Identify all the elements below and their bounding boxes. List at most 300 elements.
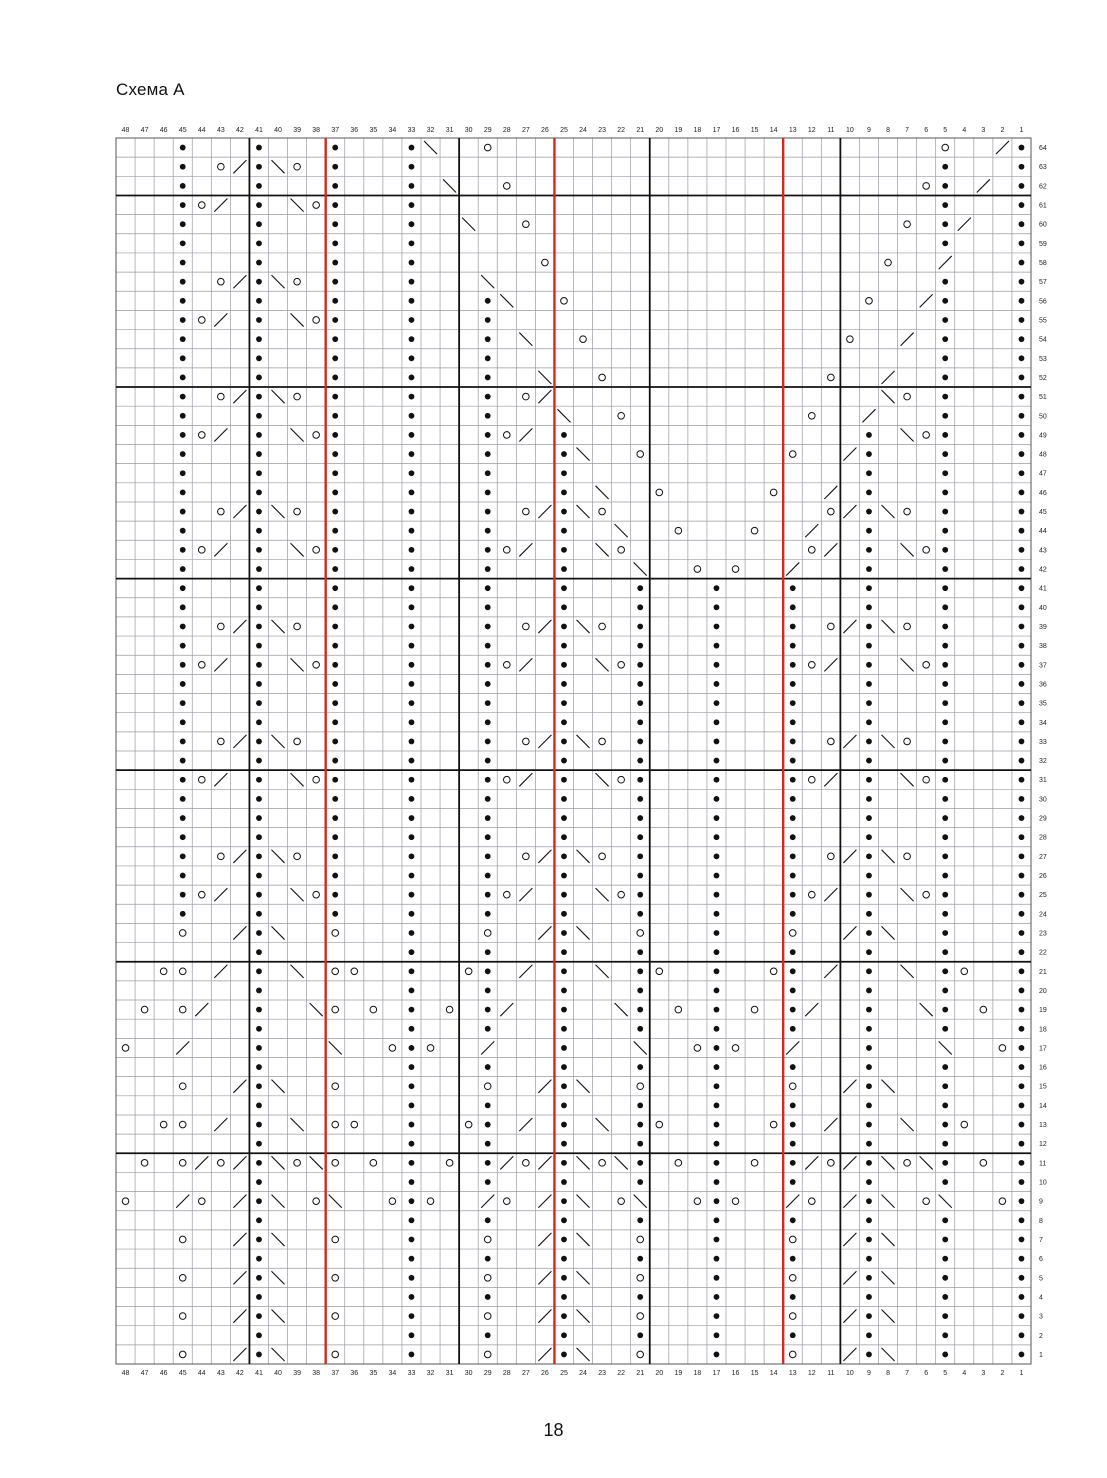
purl-dot	[866, 662, 872, 668]
purl-dot	[256, 700, 262, 706]
purl-dot	[942, 643, 948, 649]
row-number: 55	[1039, 317, 1047, 325]
yarn-over-circle	[332, 1006, 339, 1013]
yarn-over-circle	[141, 1160, 148, 1167]
purl-dot	[790, 853, 796, 859]
chart-title: Схема А	[116, 80, 185, 99]
purl-dot	[256, 911, 262, 917]
purl-dot	[1019, 202, 1025, 208]
purl-dot	[485, 662, 491, 668]
column-number-top: 39	[293, 127, 301, 134]
purl-dot	[866, 1141, 872, 1147]
decrease-right-slash	[214, 1118, 227, 1131]
purl-dot	[1019, 1122, 1025, 1128]
yarn-over-circle	[828, 374, 835, 381]
purl-dot	[637, 700, 643, 706]
row-number: 10	[1039, 1179, 1047, 1187]
purl-dot	[332, 796, 338, 802]
yarn-over-circle	[637, 930, 644, 937]
purl-dot	[714, 758, 720, 764]
purl-dot	[485, 834, 491, 840]
purl-dot	[485, 298, 491, 304]
yarn-over-circle	[351, 1121, 358, 1128]
column-number-bottom: 17	[712, 1370, 721, 1377]
yarn-over-circle	[446, 1160, 453, 1167]
row-number: 26	[1039, 873, 1047, 881]
yarn-over-circle	[618, 547, 625, 554]
purl-dot	[790, 988, 796, 994]
yarn-over-circle	[179, 1274, 186, 1281]
purl-dot	[409, 892, 415, 898]
purl-dot	[942, 1352, 948, 1358]
column-number-top: 13	[788, 127, 797, 134]
purl-dot	[866, 930, 872, 936]
purl-dot	[714, 585, 720, 591]
purl-dot	[256, 777, 262, 783]
yarn-over-circle	[332, 1160, 339, 1167]
purl-dot	[1019, 1217, 1025, 1223]
purl-dot	[1019, 1007, 1025, 1013]
yarn-over-circle	[789, 1351, 796, 1358]
decrease-left-slash	[882, 1271, 895, 1284]
decrease-right-slash	[901, 333, 914, 346]
purl-dot	[866, 892, 872, 898]
yarn-over-circle	[122, 1045, 129, 1052]
purl-dot	[1019, 221, 1025, 227]
yarn-over-circle	[866, 298, 873, 305]
purl-dot	[942, 700, 948, 706]
decrease-right-slash	[538, 1195, 551, 1208]
purl-dot	[256, 413, 262, 419]
yarn-over-circle	[904, 623, 911, 630]
purl-dot	[332, 739, 338, 745]
yarn-over-circle	[694, 1045, 701, 1052]
purl-dot	[561, 796, 567, 802]
purl-dot	[332, 853, 338, 859]
purl-dot	[485, 796, 491, 802]
purl-dot	[1019, 355, 1025, 361]
purl-dot	[942, 1256, 948, 1262]
decrease-left-slash	[272, 1195, 285, 1208]
yarn-over-circle	[789, 1083, 796, 1090]
yarn-over-circle	[808, 891, 815, 898]
decrease-right-slash	[214, 313, 227, 326]
purl-dot	[485, 1102, 491, 1108]
yarn-over-circle	[484, 1083, 491, 1090]
purl-dot	[866, 432, 872, 438]
column-number-bottom: 34	[388, 1370, 397, 1377]
row-number: 22	[1039, 949, 1047, 957]
decrease-right-slash	[519, 965, 532, 978]
yarn-over-circle	[503, 661, 510, 668]
column-number-top: 41	[255, 127, 263, 134]
row-number: 53	[1039, 355, 1047, 363]
purl-dot	[561, 892, 567, 898]
decrease-left-slash	[596, 773, 609, 786]
purl-dot	[256, 949, 262, 955]
purl-dot	[637, 643, 643, 649]
yarn-over-circle	[999, 1045, 1006, 1052]
yarn-over-circle	[218, 853, 225, 860]
decrease-left-slash	[462, 218, 475, 231]
row-number: 44	[1039, 528, 1047, 536]
column-number-top: 14	[769, 127, 778, 134]
purl-dot	[485, 1141, 491, 1147]
yarn-over-circle	[160, 1121, 167, 1128]
decrease-right-slash	[538, 1233, 551, 1246]
yarn-over-circle	[332, 1121, 339, 1128]
purl-dot	[714, 1256, 720, 1262]
decrease-left-slash	[882, 1156, 895, 1169]
purl-dot	[790, 796, 796, 802]
purl-dot	[637, 1102, 643, 1108]
purl-dot	[637, 988, 643, 994]
yarn-over-circle	[923, 661, 930, 668]
yarn-over-circle	[198, 317, 205, 324]
decrease-right-slash	[824, 486, 837, 499]
column-number-bottom: 39	[293, 1370, 301, 1377]
purl-dot	[256, 183, 262, 189]
decrease-left-slash	[882, 1080, 895, 1093]
yarn-over-circle	[427, 1198, 434, 1205]
row-number: 23	[1039, 930, 1047, 938]
decrease-right-slash	[233, 1080, 246, 1093]
purl-dot	[180, 585, 186, 591]
column-number-bottom: 30	[464, 1370, 473, 1377]
yarn-over-circle	[618, 776, 625, 783]
purl-dot	[332, 451, 338, 457]
decrease-right-slash	[233, 1233, 246, 1246]
decrease-left-slash	[901, 1118, 914, 1131]
row-number: 34	[1039, 719, 1047, 727]
purl-dot	[409, 1083, 415, 1089]
purl-dot	[1019, 988, 1025, 994]
column-number-bottom: 40	[274, 1370, 282, 1377]
purl-dot	[409, 719, 415, 725]
yarn-over-circle	[599, 738, 606, 745]
purl-dot	[714, 796, 720, 802]
purl-dot	[485, 988, 491, 994]
purl-dot	[866, 1237, 872, 1243]
purl-dot	[714, 1026, 720, 1032]
yarn-over-circle	[694, 1198, 701, 1205]
purl-dot	[180, 758, 186, 764]
purl-dot	[485, 566, 491, 572]
purl-dot	[180, 700, 186, 706]
column-number-top: 9	[867, 127, 871, 134]
purl-dot	[256, 1332, 262, 1338]
decrease-right-slash	[538, 1271, 551, 1284]
purl-dot	[256, 1083, 262, 1089]
purl-dot	[866, 949, 872, 955]
decrease-right-slash	[939, 256, 952, 269]
yarn-over-circle	[179, 1160, 186, 1167]
purl-dot	[1019, 873, 1025, 879]
purl-dot	[1019, 719, 1025, 725]
purl-dot	[1019, 1026, 1025, 1032]
purl-dot	[1019, 1275, 1025, 1281]
purl-dot	[942, 566, 948, 572]
purl-dot	[256, 260, 262, 266]
purl-dot	[714, 1064, 720, 1070]
yarn-over-circle	[218, 278, 225, 285]
column-number-bottom: 35	[369, 1370, 378, 1377]
row-number: 43	[1039, 547, 1047, 555]
decrease-right-slash	[233, 850, 246, 863]
purl-dot	[866, 681, 872, 687]
purl-dot	[637, 949, 643, 955]
yarn-over-circle	[523, 221, 530, 228]
purl-dot	[561, 1007, 567, 1013]
purl-dot	[409, 413, 415, 419]
purl-dot	[180, 739, 186, 745]
yarn-over-circle	[980, 1006, 987, 1013]
page-number: 18	[543, 1420, 564, 1440]
decrease-right-slash	[214, 965, 227, 978]
purl-dot	[942, 355, 948, 361]
column-number-bottom: 23	[598, 1370, 606, 1377]
column-number-top: 26	[541, 127, 549, 134]
purl-dot	[714, 739, 720, 745]
decrease-left-slash	[577, 620, 590, 633]
decrease-right-slash	[805, 1003, 818, 1016]
purl-dot	[409, 489, 415, 495]
purl-dot	[180, 815, 186, 821]
purl-dot	[1019, 547, 1025, 553]
purl-dot	[866, 585, 872, 591]
decrease-right-slash	[195, 1003, 208, 1016]
purl-dot	[1019, 183, 1025, 189]
purl-dot	[409, 643, 415, 649]
column-number-top: 2	[1000, 127, 1005, 134]
column-number-bottom: 6	[924, 1370, 929, 1377]
yarn-over-circle	[618, 661, 625, 668]
purl-dot	[942, 1007, 948, 1013]
purl-dot	[485, 1007, 491, 1013]
column-number-top: 10	[846, 127, 854, 134]
purl-dot	[485, 375, 491, 381]
row-number: 49	[1039, 432, 1047, 440]
purl-dot	[409, 739, 415, 745]
purl-dot	[561, 988, 567, 994]
purl-dot	[409, 1179, 415, 1185]
purl-dot	[790, 777, 796, 783]
purl-dot	[485, 355, 491, 361]
column-number-bottom: 19	[674, 1370, 683, 1377]
purl-dot	[637, 1007, 643, 1013]
yarn-over-circle	[503, 1198, 510, 1205]
purl-dot	[256, 1256, 262, 1262]
purl-dot	[561, 1352, 567, 1358]
purl-dot	[866, 528, 872, 534]
purl-dot	[866, 1294, 872, 1300]
purl-dot	[561, 1313, 567, 1319]
purl-dot	[866, 834, 872, 840]
purl-dot	[637, 1332, 643, 1338]
column-number-bottom: 43	[216, 1370, 225, 1377]
row-number: 6	[1039, 1256, 1043, 1264]
purl-dot	[637, 892, 643, 898]
row-number: 20	[1039, 987, 1047, 995]
yarn-over-circle	[904, 738, 911, 745]
row-number: 25	[1039, 892, 1047, 900]
yarn-over-circle	[198, 202, 205, 209]
column-number-bottom: 16	[731, 1370, 740, 1377]
purl-dot	[485, 1217, 491, 1223]
yarn-over-circle	[503, 183, 510, 190]
row-number: 58	[1039, 260, 1047, 268]
yarn-over-circle	[923, 891, 930, 898]
purl-dot	[409, 240, 415, 246]
decrease-left-slash	[519, 333, 532, 346]
purl-dot	[485, 547, 491, 553]
decrease-left-slash	[272, 850, 285, 863]
yarn-over-circle	[542, 259, 549, 266]
purl-dot	[561, 1237, 567, 1243]
purl-dot	[409, 336, 415, 342]
purl-dot	[790, 815, 796, 821]
purl-dot	[1019, 279, 1025, 285]
purl-dot	[332, 528, 338, 534]
yarn-over-circle	[218, 393, 225, 400]
purl-dot	[790, 1256, 796, 1262]
purl-dot	[714, 1122, 720, 1128]
yarn-over-circle	[675, 1160, 682, 1167]
column-number-top: 42	[236, 127, 244, 134]
purl-dot	[1019, 968, 1025, 974]
decrease-left-slash	[596, 965, 609, 978]
purl-dot	[485, 489, 491, 495]
purl-dot	[942, 796, 948, 802]
purl-dot	[942, 662, 948, 668]
purl-dot	[1019, 413, 1025, 419]
purl-dot	[942, 624, 948, 630]
decrease-left-slash	[920, 1156, 933, 1169]
purl-dot	[485, 911, 491, 917]
decrease-right-slash	[843, 448, 856, 461]
purl-dot	[866, 758, 872, 764]
column-number-bottom: 11	[827, 1370, 835, 1377]
yarn-over-circle	[904, 853, 911, 860]
yarn-over-circle	[675, 1006, 682, 1013]
purl-dot	[561, 834, 567, 840]
purl-dot	[1019, 145, 1025, 151]
purl-dot	[180, 489, 186, 495]
yarn-over-circle	[732, 566, 739, 573]
column-number-bottom: 18	[693, 1370, 702, 1377]
purl-dot	[180, 873, 186, 879]
purl-dot	[637, 758, 643, 764]
yarn-over-circle	[961, 968, 968, 975]
purl-dot	[942, 681, 948, 687]
purl-dot	[332, 260, 338, 266]
decrease-left-slash	[291, 428, 304, 441]
decrease-left-slash	[577, 1195, 590, 1208]
column-number-bottom: 42	[236, 1370, 244, 1377]
row-number: 5	[1039, 1275, 1043, 1283]
purl-dot	[637, 911, 643, 917]
decrease-left-slash	[882, 735, 895, 748]
row-number: 47	[1039, 470, 1047, 478]
yarn-over-circle	[923, 547, 930, 554]
decrease-left-slash	[557, 409, 570, 422]
purl-dot	[561, 528, 567, 534]
purl-dot	[1019, 1352, 1025, 1358]
yarn-over-circle	[179, 1121, 186, 1128]
purl-dot	[714, 604, 720, 610]
column-number-top: 12	[807, 127, 816, 134]
purl-dot	[485, 528, 491, 534]
yarn-over-circle	[370, 1006, 377, 1013]
column-number-top: 19	[674, 127, 683, 134]
purl-dot	[485, 1179, 491, 1185]
purl-dot	[409, 260, 415, 266]
purl-dot	[256, 604, 262, 610]
yarn-over-circle	[751, 1160, 758, 1167]
purl-dot	[409, 700, 415, 706]
purl-dot	[409, 375, 415, 381]
purl-dot	[180, 164, 186, 170]
purl-dot	[790, 968, 796, 974]
decrease-right-slash	[481, 1041, 494, 1054]
purl-dot	[714, 1313, 720, 1319]
yarn-over-circle	[313, 891, 320, 898]
decrease-right-slash	[843, 1271, 856, 1284]
purl-dot	[942, 853, 948, 859]
yarn-over-circle	[808, 776, 815, 783]
purl-dot	[409, 815, 415, 821]
purl-dot	[790, 1007, 796, 1013]
purl-dot	[256, 624, 262, 630]
purl-dot	[485, 643, 491, 649]
decrease-left-slash	[882, 1310, 895, 1323]
column-number-bottom: 37	[331, 1370, 340, 1377]
purl-dot	[714, 1294, 720, 1300]
purl-dot	[332, 240, 338, 246]
purl-dot	[1019, 1102, 1025, 1108]
decrease-right-slash	[176, 1195, 189, 1208]
purl-dot	[180, 298, 186, 304]
purl-dot	[256, 873, 262, 879]
yarn-over-circle	[332, 1083, 339, 1090]
yarn-over-circle	[313, 661, 320, 668]
purl-dot	[790, 1294, 796, 1300]
purl-dot	[561, 1294, 567, 1300]
purl-dot	[1019, 1198, 1025, 1204]
purl-dot	[1019, 336, 1025, 342]
yarn-over-circle	[484, 1313, 491, 1320]
column-number-bottom: 47	[140, 1370, 149, 1377]
decrease-right-slash	[233, 620, 246, 633]
purl-dot	[485, 949, 491, 955]
purl-dot	[409, 834, 415, 840]
row-number: 42	[1039, 566, 1047, 574]
decrease-right-slash	[824, 965, 837, 978]
yarn-over-circle	[923, 776, 930, 783]
purl-dot	[256, 719, 262, 725]
yarn-over-circle	[828, 853, 835, 860]
column-number-top: 6	[924, 127, 929, 134]
purl-dot	[409, 1352, 415, 1358]
yarn-over-circle	[446, 1006, 453, 1013]
decrease-left-slash	[634, 1195, 647, 1208]
yarn-over-circle	[484, 930, 491, 937]
purl-dot	[256, 566, 262, 572]
purl-dot	[332, 355, 338, 361]
purl-dot	[790, 1217, 796, 1223]
row-number: 37	[1039, 662, 1047, 670]
yarn-over-circle	[599, 1160, 606, 1167]
